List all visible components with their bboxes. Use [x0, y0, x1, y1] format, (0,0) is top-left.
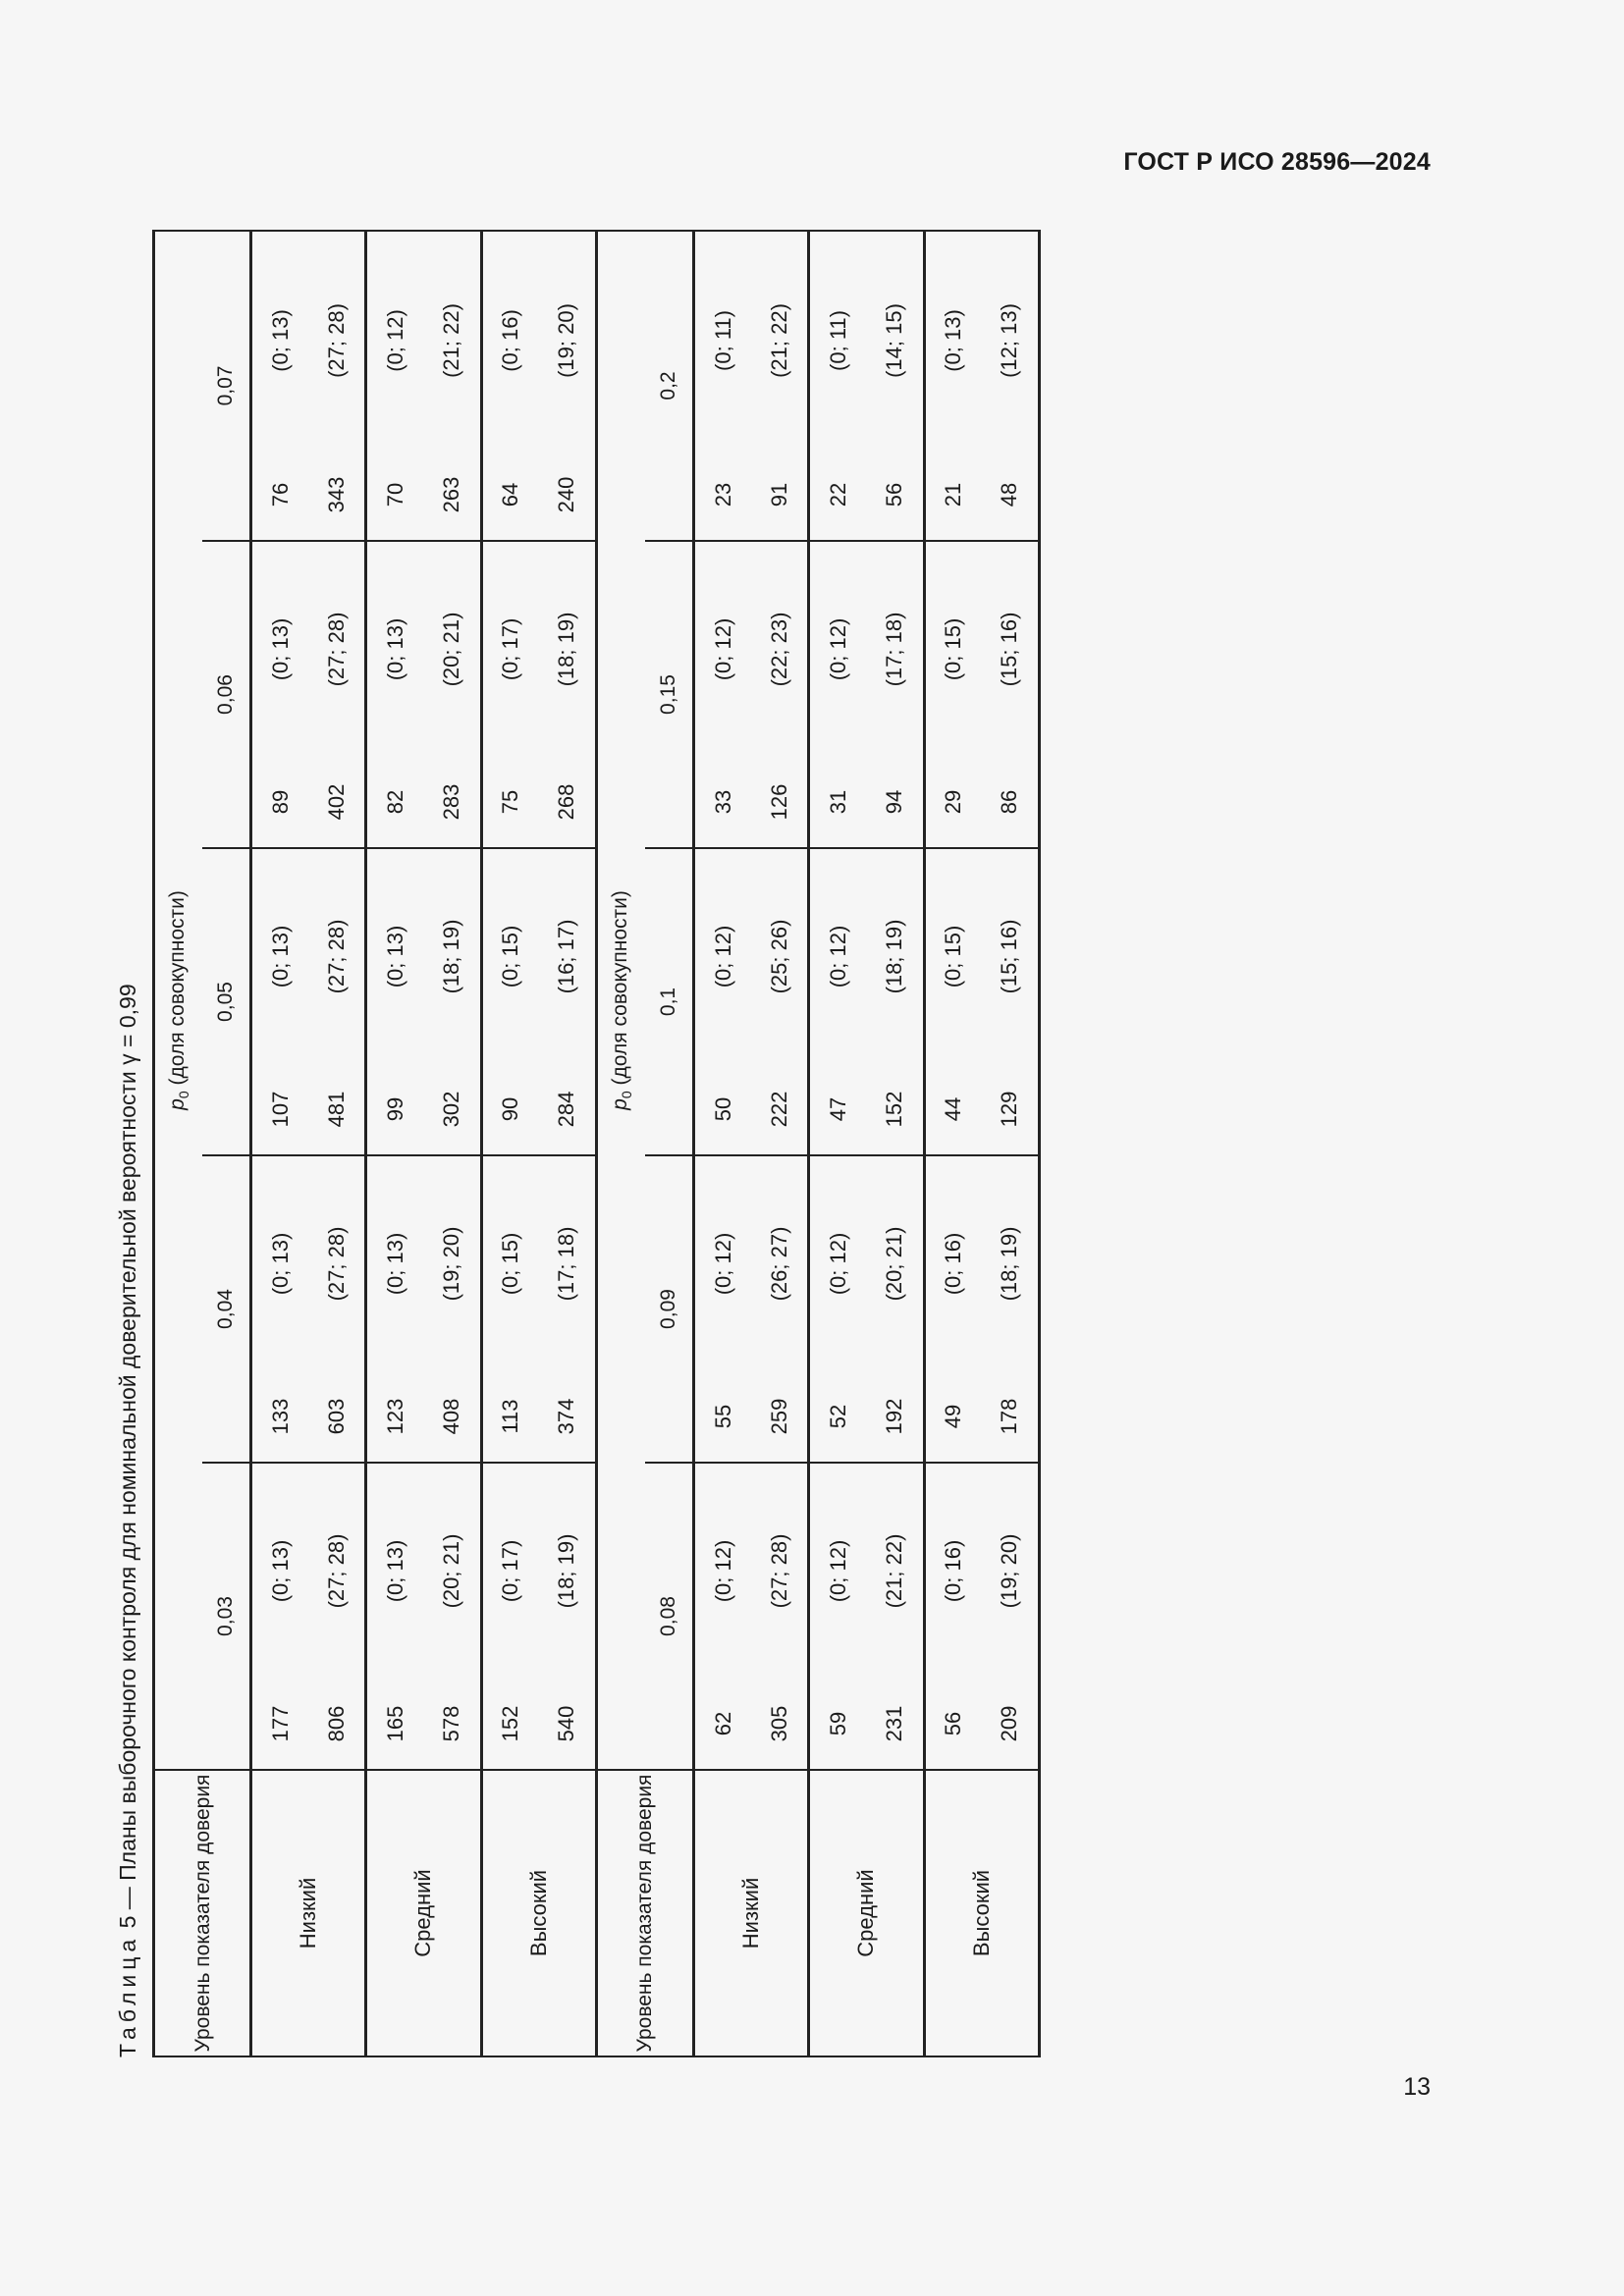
sample-size-cell: 99	[366, 1064, 424, 1155]
acceptance-cell: (18; 19)	[423, 848, 481, 1064]
acceptance-cell: (0; 13)	[366, 541, 424, 757]
header-row	[596, 231, 645, 2056]
p0-text: (доля совокупности)	[608, 890, 631, 1086]
acceptance-cell: (0; 16)	[924, 1155, 982, 1371]
acceptance-cell: (16; 17)	[539, 848, 597, 1064]
sample-size-cell: 402	[308, 757, 366, 848]
acceptance-cell: (17; 18)	[539, 1155, 597, 1371]
sample-size-cell: 52	[809, 1371, 867, 1463]
acceptance-cell: (22; 23)	[751, 541, 809, 757]
sample-size-cell: 283	[423, 757, 481, 848]
acceptance-cell: (0; 12)	[693, 1155, 751, 1371]
acceptance-cell: (25; 26)	[751, 848, 809, 1064]
page-number: 13	[1403, 2073, 1431, 2101]
sample-size-cell: 240	[539, 450, 597, 541]
level-cell: Высокий	[481, 1770, 596, 2056]
sample-size-cell: 82	[366, 757, 424, 848]
acceptance-cell: (20; 21)	[423, 541, 481, 757]
sample-size-cell: 47	[809, 1064, 867, 1155]
sample-size-cell: 56	[866, 450, 924, 541]
p-value-cell: 0,08	[645, 1463, 694, 1770]
sample-size-cell: 259	[751, 1371, 809, 1463]
acceptance-cell: (20; 21)	[423, 1463, 481, 1679]
acceptance-cell: (19; 20)	[982, 1463, 1040, 1679]
sample-size-cell: 94	[866, 757, 924, 848]
sample-size-cell: 59	[809, 1679, 867, 1770]
level-cell: Низкий	[693, 1770, 808, 2056]
acceptance-cell: (18; 19)	[539, 541, 597, 757]
document-header: ГОСТ Р ИСО 28596—2024	[1123, 148, 1431, 176]
sample-size-cell: 76	[251, 450, 309, 541]
sample-size-cell: 56	[924, 1679, 982, 1770]
sample-size-cell: 70	[366, 450, 424, 541]
acceptance-cell: (0; 12)	[809, 541, 867, 757]
sample-size-cell: 284	[539, 1064, 597, 1155]
table-row	[924, 231, 982, 2056]
acceptance-cell: (0; 13)	[251, 1155, 309, 1371]
acceptance-cell: (0; 17)	[481, 1463, 539, 1679]
sample-size-cell: 22	[809, 450, 867, 541]
acceptance-cell: (0; 15)	[924, 541, 982, 757]
acceptance-cell: (0; 12)	[693, 848, 751, 1064]
acceptance-cell: (12; 13)	[982, 231, 1040, 450]
sample-size-cell: 29	[924, 757, 982, 848]
table-row	[366, 231, 424, 2056]
sample-size-cell: 222	[751, 1064, 809, 1155]
sample-size-cell: 302	[423, 1064, 481, 1155]
acceptance-cell: (14; 15)	[866, 231, 924, 450]
sample-size-cell: 408	[423, 1371, 481, 1463]
sample-size-cell: 374	[539, 1371, 597, 1463]
sample-size-cell: 49	[924, 1371, 982, 1463]
acceptance-cell: (0; 12)	[693, 1463, 751, 1679]
sample-size-cell: 603	[308, 1371, 366, 1463]
sample-size-cell: 578	[423, 1679, 481, 1770]
acceptance-cell: (0; 15)	[924, 848, 982, 1064]
acceptance-cell: (21; 22)	[423, 231, 481, 450]
p-value-cell: 0,03	[202, 1463, 251, 1770]
p0-text: (доля совокупности)	[166, 890, 189, 1086]
p-value-cell: 0,05	[202, 848, 251, 1155]
sample-size-cell: 75	[481, 757, 539, 848]
sample-size-cell: 123	[366, 1371, 424, 1463]
acceptance-cell: (0; 11)	[693, 231, 751, 450]
caption-number: 5	[115, 1915, 140, 1929]
sample-size-cell: 152	[481, 1679, 539, 1770]
table-caption	[103, 232, 152, 2057]
sample-size-cell: 50	[693, 1064, 751, 1155]
table-row	[693, 231, 751, 2056]
sample-size-cell: 209	[982, 1679, 1040, 1770]
acceptance-cell: (0; 15)	[481, 1155, 539, 1371]
sample-size-cell: 48	[982, 450, 1040, 541]
sample-size-cell: 481	[308, 1064, 366, 1155]
sample-size-cell: 113	[481, 1371, 539, 1463]
acceptance-cell: (18; 19)	[982, 1155, 1040, 1371]
sample-size-cell: 31	[809, 757, 867, 848]
sample-size-cell: 806	[308, 1679, 366, 1770]
p0-subscript: 0	[176, 1091, 191, 1099]
acceptance-cell: (26; 27)	[751, 1155, 809, 1371]
header-row	[154, 231, 203, 2056]
sample-size-cell: 91	[751, 450, 809, 541]
table-row	[481, 231, 539, 2056]
sample-size-cell: 305	[751, 1679, 809, 1770]
p-value-cell: 0,09	[645, 1155, 694, 1463]
level-header-cell: Уровень показателя доверия	[596, 1770, 693, 2056]
p0-symbol: p	[166, 1098, 189, 1110]
sample-size-cell: 268	[539, 757, 597, 848]
table-row	[251, 231, 309, 2056]
acceptance-cell: (0; 12)	[366, 231, 424, 450]
sample-size-cell: 165	[366, 1679, 424, 1770]
acceptance-cell: (0; 12)	[809, 1155, 867, 1371]
sample-size-cell: 133	[251, 1371, 309, 1463]
sample-size-cell: 21	[924, 450, 982, 541]
level-header-cell: Уровень показателя доверия	[154, 1770, 251, 2056]
caption-text: — Планы выборочного контроля для номинальной доверительной вероятности γ = 0,99	[115, 984, 140, 1910]
sample-size-cell: 129	[982, 1064, 1040, 1155]
sample-size-cell: 44	[924, 1064, 982, 1155]
acceptance-cell: (0; 11)	[809, 231, 867, 450]
acceptance-cell: (21; 22)	[751, 231, 809, 450]
sample-size-cell: 263	[423, 450, 481, 541]
acceptance-cell: (0; 12)	[809, 1463, 867, 1679]
caption-label: Таблица	[115, 1934, 140, 2057]
sample-size-cell: 178	[982, 1371, 1040, 1463]
p0-header-cell	[154, 231, 203, 1770]
acceptance-cell: (0; 13)	[924, 231, 982, 450]
acceptance-cell: (0; 13)	[251, 848, 309, 1064]
sample-size-cell: 231	[866, 1679, 924, 1770]
acceptance-cell: (0; 13)	[366, 1463, 424, 1679]
acceptance-cell: (0; 13)	[251, 1463, 309, 1679]
p-value-cell: 0,1	[645, 848, 694, 1155]
acceptance-cell: (27; 28)	[308, 1155, 366, 1371]
sampling-plans-table	[152, 230, 1041, 2057]
acceptance-cell: (0; 12)	[809, 848, 867, 1064]
p-value-cell: 0,2	[645, 231, 694, 541]
sample-size-cell: 89	[251, 757, 309, 848]
acceptance-cell: (27; 28)	[308, 848, 366, 1064]
acceptance-cell: (27; 28)	[751, 1463, 809, 1679]
acceptance-cell: (17; 18)	[866, 541, 924, 757]
acceptance-cell: (0; 12)	[693, 541, 751, 757]
sample-size-cell: 126	[751, 757, 809, 848]
sample-size-cell: 107	[251, 1064, 309, 1155]
sample-size-cell: 177	[251, 1679, 309, 1770]
acceptance-cell: (27; 28)	[308, 541, 366, 757]
acceptance-cell: (0; 13)	[251, 541, 309, 757]
acceptance-cell: (19; 20)	[423, 1155, 481, 1371]
level-cell: Высокий	[924, 1770, 1039, 2056]
p-value-cell: 0,07	[202, 231, 251, 541]
acceptance-cell: (21; 22)	[866, 1463, 924, 1679]
sample-size-cell: 62	[693, 1679, 751, 1770]
sample-size-cell: 64	[481, 450, 539, 541]
sample-size-cell: 86	[982, 757, 1040, 848]
sample-size-cell: 55	[693, 1371, 751, 1463]
acceptance-cell: (27; 28)	[308, 231, 366, 450]
acceptance-cell: (0; 15)	[481, 848, 539, 1064]
acceptance-cell: (27; 28)	[308, 1463, 366, 1679]
acceptance-cell: (0; 13)	[366, 1155, 424, 1371]
sample-size-cell: 33	[693, 757, 751, 848]
rotated-table-block	[103, 232, 1085, 2057]
level-cell: Низкий	[251, 1770, 366, 2056]
acceptance-cell: (0; 16)	[481, 231, 539, 450]
p-value-cell: 0,15	[645, 541, 694, 848]
acceptance-cell: (0; 17)	[481, 541, 539, 757]
level-cell: Средний	[809, 1770, 924, 2056]
sample-size-cell: 192	[866, 1371, 924, 1463]
sample-size-cell: 90	[481, 1064, 539, 1155]
p0-symbol: p	[608, 1098, 631, 1110]
acceptance-cell: (15; 16)	[982, 848, 1040, 1064]
acceptance-cell: (15; 16)	[982, 541, 1040, 757]
p0-subscript: 0	[618, 1091, 634, 1099]
acceptance-cell: (18; 19)	[866, 848, 924, 1064]
acceptance-cell: (0; 13)	[251, 231, 309, 450]
acceptance-cell: (18; 19)	[539, 1463, 597, 1679]
acceptance-cell: (0; 16)	[924, 1463, 982, 1679]
sample-size-cell: 152	[866, 1064, 924, 1155]
acceptance-cell: (20; 21)	[866, 1155, 924, 1371]
p-value-cell: 0,04	[202, 1155, 251, 1463]
acceptance-cell: (0; 13)	[366, 848, 424, 1064]
acceptance-cell: (19; 20)	[539, 231, 597, 450]
p0-header-cell	[596, 231, 645, 1770]
table-row	[809, 231, 867, 2056]
p-value-cell: 0,06	[202, 541, 251, 848]
sample-size-cell: 23	[693, 450, 751, 541]
sample-size-cell: 343	[308, 450, 366, 541]
sample-size-cell: 540	[539, 1679, 597, 1770]
level-cell: Средний	[366, 1770, 481, 2056]
